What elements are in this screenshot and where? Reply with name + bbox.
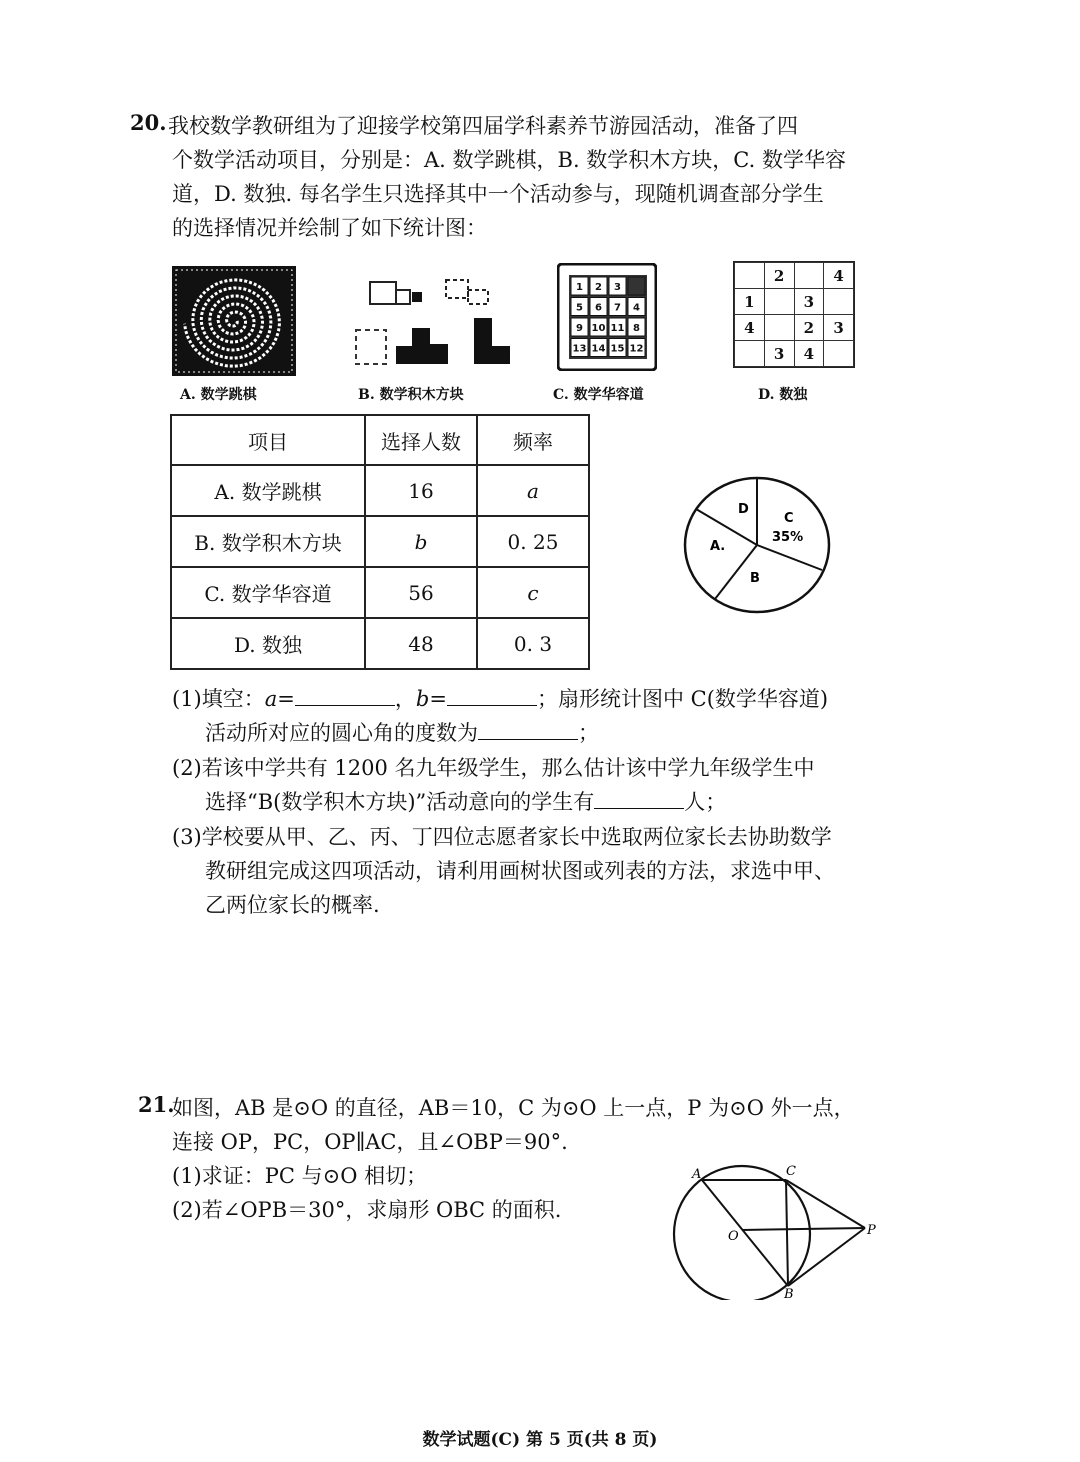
sudoku-cell: 3 (794, 289, 824, 315)
puzzle-tile-number: 13 (572, 343, 587, 355)
sudoku-cell (735, 341, 765, 367)
q21-sub1: (1)求证：PC 与⊙O 相切； (172, 1164, 428, 1188)
sub1-prefix: (1)填空： (172, 687, 265, 711)
puzzle-tile-number: 2 (595, 282, 602, 293)
table-cell: A. 数学跳棋 (171, 465, 365, 516)
sudoku-cell (824, 341, 854, 367)
sudoku-cell (735, 263, 765, 289)
q20-sub2-line2 (205, 786, 726, 816)
q20-number: 20. (130, 110, 167, 135)
table-header: 项目 (171, 415, 365, 465)
sudoku-cell (824, 289, 854, 315)
table-cell: 0. 3 (477, 618, 589, 669)
sub1-comma: ， (394, 687, 416, 711)
pie-label-c: C (784, 511, 794, 526)
pie-label-b: B (750, 571, 760, 586)
q21-line-2: 连接 OP，PC，OP∥AC，且∠OBP＝90°. (172, 1130, 568, 1154)
sliding-puzzle-image (557, 263, 657, 371)
circle-geometry-figure (660, 1160, 890, 1300)
caption-a: A. 数学跳棋 (180, 387, 257, 403)
table-cell: b (365, 516, 477, 567)
blocks-image (350, 270, 520, 370)
table-cell: 56 (365, 567, 477, 618)
puzzle-tile-number: 7 (614, 302, 621, 314)
var-b: b (415, 687, 430, 711)
table-cell: B. 数学积木方块 (171, 516, 365, 567)
point-label-o: O (728, 1229, 739, 1244)
puzzle-tile-number: 5 (576, 302, 583, 314)
table-header: 频率 (477, 415, 589, 465)
q21-line-1: 如图，AB 是⊙O 的直径，AB＝10，C 为⊙O 上一点，P 为⊙O 外一点， (172, 1096, 855, 1120)
caption-b: B. 数学积木方块 (358, 387, 464, 403)
puzzle-tile-number: 10 (591, 323, 606, 334)
sudoku-cell (794, 263, 824, 289)
sub1-line2-text: 活动所对应的圆心角的度数为 (205, 721, 478, 745)
answer-blank-b[interactable] (447, 685, 537, 706)
q20-sub3-line2: 教研组完成这四项活动，请利用画树状图或列表的方法，求选中甲、 (205, 859, 835, 883)
sub1-line2-end: ； (578, 721, 599, 745)
sub2-line2-end: 人； (684, 790, 727, 814)
q21-number: 21. (138, 1092, 175, 1117)
puzzle-tile-number: 8 (633, 323, 640, 334)
sudoku-cell: 4 (794, 341, 824, 367)
puzzle-tile-number: 9 (576, 323, 583, 334)
caption-c: C. 数学华容道 (553, 387, 644, 403)
pie-label-c-percent: 35% (772, 530, 804, 545)
q20-sub2-line1: (2)若该中学共有 1200 名九年级学生，那么估计该中学九年级学生中 (172, 756, 815, 780)
sudoku-cell: 4 (824, 263, 854, 289)
point-label-a: A (692, 1167, 702, 1182)
var-a: a (264, 687, 278, 711)
puzzle-tile-number: 1 (576, 282, 583, 293)
sudoku-cell (764, 315, 794, 341)
puzzle-tile-number: 14 (591, 343, 606, 355)
frequency-table (170, 414, 590, 670)
point-label-b: B (784, 1287, 794, 1300)
puzzle-tile-number: 15 (610, 343, 625, 355)
table-cell: 16 (365, 465, 477, 516)
q20-line-2: 个数学活动项目，分别是：A. 数学跳棋，B. 数学积木方块，C. 数学华容 (172, 148, 846, 172)
puzzle-tile-number: 3 (614, 282, 621, 293)
puzzle-tile-number: 12 (629, 343, 644, 355)
answer-blank-count[interactable] (594, 788, 684, 809)
q20-sub3-line1: (3)学校要从甲、乙、丙、丁四位志愿者家长中选取两位家长去协助数学 (172, 825, 832, 849)
sudoku-cell: 3 (764, 341, 794, 367)
sudoku-cell: 4 (735, 315, 765, 341)
table-cell: 48 (365, 618, 477, 669)
q20-sub1-line1 (172, 683, 828, 713)
point-label-c: C (786, 1164, 796, 1179)
sudoku-grid (733, 261, 855, 368)
puzzle-tile-number: 6 (595, 302, 602, 314)
sudoku-cell: 2 (764, 263, 794, 289)
sudoku-cell: 2 (794, 315, 824, 341)
sub1-eq-b: = (429, 687, 447, 711)
pie-label-d: D (738, 502, 749, 517)
sub2-line2-text: 选择“B(数学积木方块)”活动意向的学生有 (205, 790, 595, 814)
puzzle-tile-number: 11 (610, 323, 625, 334)
spiral-board-image (172, 266, 296, 376)
caption-d: D. 数独 (758, 387, 808, 403)
table-cell: c (477, 567, 589, 618)
table-cell: D. 数独 (171, 618, 365, 669)
q20-line-1: 我校数学教研组为了迎接学校第四届学科素养节游园活动，准备了四 (168, 114, 798, 138)
sudoku-cell: 3 (824, 315, 854, 341)
q20-sub1-line2 (205, 717, 599, 747)
table-cell: 0. 25 (477, 516, 589, 567)
q20-sub3-line3: 乙两位家长的概率. (205, 893, 380, 917)
pie-label-a: A. (710, 539, 726, 554)
pie-chart (682, 475, 832, 615)
page-footer: 数学试题(C) 第 5 页(共 8 页) (422, 1430, 658, 1450)
sub1-rest: ；扇形统计图中 C(数学华容道) (536, 687, 829, 711)
q20-line-4: 的选择情况并绘制了如下统计图： (172, 216, 487, 240)
sub1-eq-a: = (277, 687, 295, 711)
answer-blank-angle[interactable] (478, 719, 578, 740)
sudoku-cell: 1 (735, 289, 765, 315)
puzzle-tile-number: 4 (633, 302, 640, 314)
table-cell: C. 数学华容道 (171, 567, 365, 618)
answer-blank-a[interactable] (295, 685, 395, 706)
table-cell: a (477, 465, 589, 516)
puzzle-tile (628, 277, 645, 295)
sudoku-cell (764, 289, 794, 315)
point-label-p: P (867, 1223, 876, 1238)
table-header: 选择人数 (365, 415, 477, 465)
q21-sub2: (2)若∠OPB＝30°，求扇形 OBC 的面积. (172, 1198, 562, 1222)
q20-line-3: 道，D. 数独. 每名学生只选择其中一个活动参与，现随机调查部分学生 (172, 182, 824, 206)
